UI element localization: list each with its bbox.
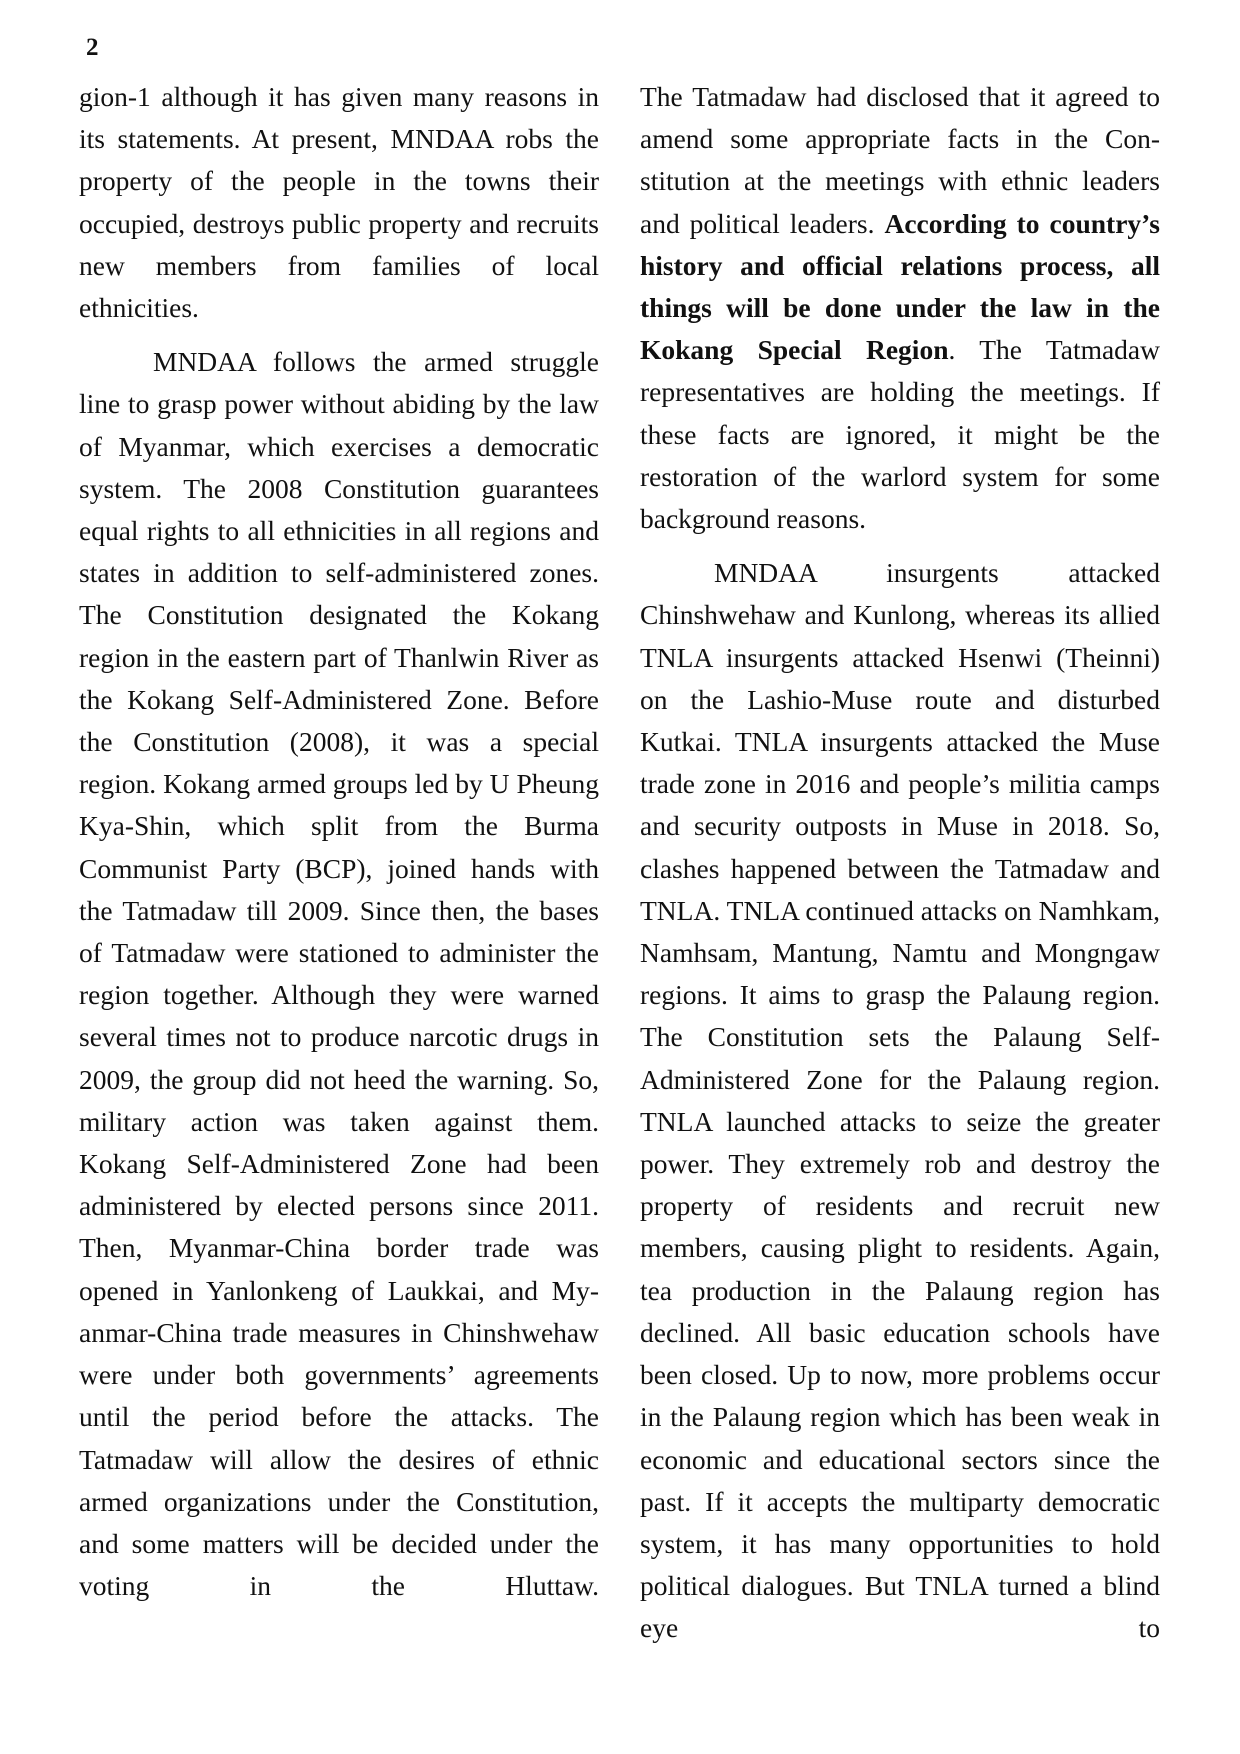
paragraph-text: The Tatmadaw had disclosed that it agreed to amend some appropriate facts in the Constitution at the meetings with ethnic leaders and political leaders. bbox=[640, 81, 1160, 239]
paragraph bbox=[640, 76, 1160, 540]
paragraph: gion-1 although it has given many reasons in its statements. At present, MNDAA robs the property of the people in the towns their occupied, destroys public property and recruits new members from families of local ethnicities. bbox=[79, 81, 599, 324]
page-number: 2 bbox=[86, 34, 99, 61]
bold-statement: According to country’s history and official relations process, all things will be done under the law in the Kokang Special Region bbox=[640, 207, 1160, 366]
left-column bbox=[79, 76, 599, 1607]
paragraph-text: . The Tatmadaw representatives are holding the meetings. If these facts are ignored, it might be the restoration of the warlord system for some background reasons. bbox=[640, 334, 1160, 535]
paragraph: MNDAA follows the armed struggle line to grasp power without abiding by the law of Myanmar, which exercises a democratic system. The 2008 Constitution guarantees equal rights to all ethnicities in all regions and states in addition to self-administered zones. The Constitution designated the Kokang region in the eastern part of Thanlwin River as the Kokang Self-Administered Zone. Before the Constitution (2008), it was a special region. Kokang armed groups led by U Pheung Kya-Shin, which split from the Burma Communist Party (BCP), joined hands with the Tatmadaw till 2009. Since then, the bases of Tatmadaw were stationed to administer the region together. Although they were warned several times not to produce narcotic drugs in 2009, the group did not heed the warning. So, military action was taken against them. Kokang Self-Administered Zone had been administered by elected persons since 2011. Then, Myanmar-China border trade was opened in Yanlonkeng of Laukkai, and Myanmar-China trade measures in Chinshwehaw were under both governments’ agreements until the period before the attacks. The Tatmadaw will allow the desires of ethnic armed organizations under the Constitution, and some matters will be decided under the voting in the Hluttaw. bbox=[79, 346, 599, 1602]
paragraph: MNDAA insurgents attacked Chinshwehaw and Kunlong, whereas its allied TNLA insurgents attacked Hsenwi (Theinni) on the Lashio-Muse route and disturbed Kutkai. TNLA insurgents attacked the Muse trade zone in 2016 and people’s militia camps and security outposts in Muse in 2018. So, clashes happened between the Tatmadaw and TNLA. TNLA continued attacks on Namhkam, Namhsam, Mantung, Namtu and Mongngaw regions. It aims to grasp the Palaung region. The Constitution sets the Palaung Self-Administered Zone for the Palaung region. TNLA launched attacks to seize the greater power. They extremely rob and destroy the property of residents and recruit new members, causing plight to residents. Again, tea production in the Palaung region has declined. All basic education schools have been closed. Up to now, more problems occur in the Palaung region which has been weak in economic and educational sectors since the past. If it accepts the multiparty democratic system, it has many opportunities to hold political dialogues. But TNLA turned a blind eye to bbox=[640, 557, 1160, 1644]
right-column bbox=[640, 76, 1160, 1650]
